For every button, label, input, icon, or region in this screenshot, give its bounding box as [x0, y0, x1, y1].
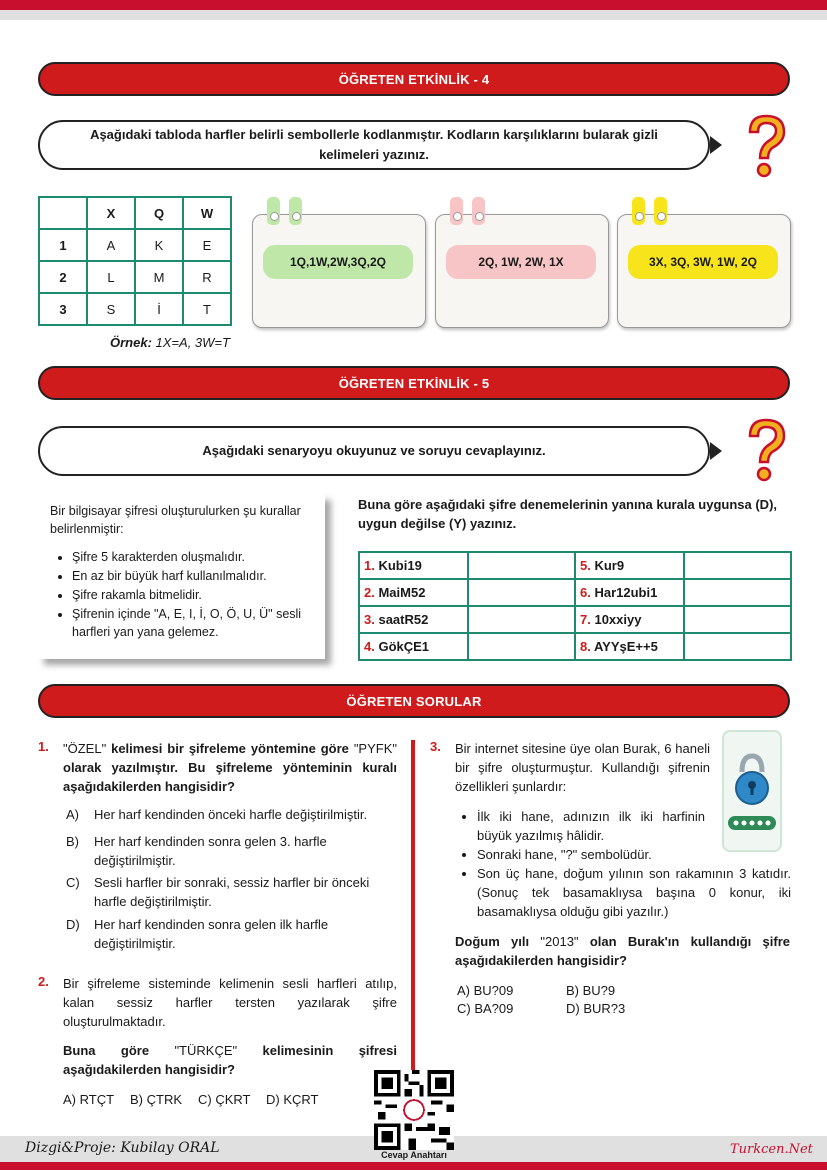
rules-list — [50, 548, 315, 641]
table-header-cell: Q — [135, 197, 183, 229]
qr-label: Cevap Anahtarı — [381, 1150, 447, 1160]
table-cell: İ — [135, 293, 183, 325]
table-cell: A — [87, 229, 135, 261]
table-cell: M — [135, 261, 183, 293]
list-item: • Son üç hane, doğum yılının son rakamının 3 katıdır. (Sonuç tek basamaklıysa başına 0 konur, iki basamaklıysa olduğu gibi yazılır.) — [477, 864, 791, 921]
table-header-cell: X — [87, 197, 135, 229]
q1-number: 1. — [38, 739, 49, 754]
answer-cell[interactable] — [468, 579, 575, 606]
q1-option-b[interactable]: Her harf kendinden sonra gelen 3. harfle değiştirilmiştir. — [94, 834, 327, 868]
q3-number: 3. — [430, 739, 441, 754]
top-grey-stripe — [0, 10, 827, 20]
table-cell: S — [87, 293, 135, 325]
table-row — [359, 579, 791, 606]
q2-option-a[interactable]: A) RTÇT — [63, 1092, 115, 1107]
code-card-3 — [617, 214, 791, 328]
q3-option-c[interactable]: C) BA?09 — [457, 1001, 514, 1016]
q1-option-d[interactable]: Her harf kendinden sonra gelen ilk harfle değiştirilmiştir. — [94, 917, 329, 951]
clip-icon — [472, 197, 485, 225]
q2-option-b[interactable]: B) ÇTRK — [130, 1092, 182, 1107]
q2-ask: Buna göre "TÜRKÇE" kelimesinin şifresi aşağıdakilerden hangisidir? — [63, 1043, 397, 1077]
q3-option-a[interactable]: A) BU?09 — [457, 983, 514, 998]
answer-cell[interactable] — [684, 552, 791, 579]
question-mark-icon — [742, 112, 790, 182]
trial-cell: 3. saatR52 — [359, 606, 468, 633]
code-table — [38, 196, 232, 326]
code-card-text: 1Q,1W,2W,3Q,2Q — [263, 245, 413, 279]
code-card-1 — [252, 214, 426, 328]
trial-cell: 4. GökÇE1 — [359, 633, 468, 660]
qr-code-icon[interactable] — [374, 1070, 454, 1150]
scenario-box — [38, 494, 325, 659]
example-note — [110, 335, 230, 350]
column-divider — [411, 740, 415, 1070]
footer-red-stripe — [0, 1162, 827, 1170]
table-row — [359, 552, 791, 579]
questions-title: ÖĞRETEN SORULAR — [38, 684, 790, 718]
table-row — [359, 633, 791, 660]
table-cell: R — [183, 261, 231, 293]
section-5-title: ÖĞRETEN ETKİNLİK - 5 — [38, 366, 790, 400]
question-mark-icon — [742, 416, 790, 486]
clip-icon — [632, 197, 645, 225]
q3-bullets — [477, 807, 791, 921]
scenario-intro: Bir bilgisayar şifresi oluşturulurken şu kurallar belirlenmiştir: — [50, 504, 301, 536]
list-item: • Şifre rakamla bitmelidir. — [72, 586, 315, 604]
top-red-stripe — [0, 0, 827, 10]
list-item: • Şifre 5 karakterden oluşmalıdır. — [72, 548, 315, 566]
answer-cell[interactable] — [684, 606, 791, 633]
list-item: • En az bir büyük harf kullanılmalıdır. — [72, 567, 315, 585]
answer-cell[interactable] — [468, 552, 575, 579]
list-item: • Şifrenin içinde "A, E, I, İ, O, Ö, U, Ü" sesli harfleri yan yana gelemez. — [72, 605, 315, 641]
q1-option-b-key[interactable]: B) — [66, 834, 79, 849]
q3-option-b[interactable]: B) BU?9 — [566, 983, 616, 998]
table-row-header: 3 — [39, 293, 87, 325]
q3-option-d[interactable]: D) BUR?3 — [566, 1001, 626, 1016]
table-cell: L — [87, 261, 135, 293]
q1-option-d-key[interactable]: D) — [66, 917, 80, 932]
table-cell: E — [183, 229, 231, 261]
trial-cell: 2. MaiM52 — [359, 579, 468, 606]
code-card-2 — [435, 214, 609, 328]
clip-icon — [450, 197, 463, 225]
table-cell: T — [183, 293, 231, 325]
list-item: • İlk iki hane, adınızın ilk iki harfinin büyük yazılmış hâlidir. — [477, 807, 791, 845]
table-row — [359, 606, 791, 633]
q2-stem: Bir şifreleme sisteminde kelimenin sesli harfleri atılıp, kalan sessiz harfler tersten yazılarak şifre oluşturulmaktadır. — [63, 976, 397, 1029]
trial-cell: 6. Har12ubi1 — [575, 579, 684, 606]
table-row — [39, 293, 231, 325]
table-row — [39, 261, 231, 293]
trial-cell: 8. AYYşE++5 — [575, 633, 684, 660]
table-row — [39, 229, 231, 261]
table-corner-cell — [39, 197, 87, 229]
q3-ask: Doğum yılı "2013" olan Burak'ın kullandığı şifre aşağıdakilerden hangisidir? — [455, 934, 790, 968]
table-row-header: 2 — [39, 261, 87, 293]
q1-stem: "ÖZEL" kelimesi bir şifreleme yöntemine göre "PYFK" olarak yazılmıştır. Bu şifreleme yönteminin kuralı aşağıdakilerden hangisidir? — [63, 741, 397, 794]
answer-cell[interactable] — [468, 633, 575, 660]
trial-cell: 1. Kubi19 — [359, 552, 468, 579]
trial-cell: 5. Kur9 — [575, 552, 684, 579]
example-text: 1X=A, 3W=T — [155, 335, 230, 350]
answer-cell[interactable] — [684, 633, 791, 660]
q3-stem: Bir internet sitesine üye olan Burak, 6 haneli bir şifre oluşturmuştur. Kullandığı şifrenin özellikleri şunlardır: — [455, 741, 710, 794]
trial-question: Buna göre aşağıdaki şifre denemelerinin yanına kurala uygunsa (D), uygun değilse (Y) yazınız. — [358, 497, 778, 531]
q2-number: 2. — [38, 974, 49, 989]
footer-credit: Dizgi&Proje: Kubilay ORAL — [25, 1140, 220, 1156]
example-label: Örnek: — [110, 335, 152, 350]
list-item: • Sonraki hane, "?" sembolüdür. — [477, 845, 791, 864]
table-header-cell: W — [183, 197, 231, 229]
section-4-prompt: Aşağıdaki tabloda harfler belirli sembollerle kodlanmıştır. Kodların karşılıklarını bularak gizli kelimeleri yazınız. — [38, 120, 710, 170]
q1-option-c[interactable]: Sesli harfler bir sonraki, sessiz harfler bir önceki harfle değiştirilmiştir. — [94, 875, 370, 909]
clip-icon — [267, 197, 280, 225]
table-row-header: 1 — [39, 229, 87, 261]
table-cell: K — [135, 229, 183, 261]
clip-icon — [654, 197, 667, 225]
clip-icon — [289, 197, 302, 225]
q1-option-a[interactable]: Her harf kendinden önceki harfle değiştirilmiştir. — [94, 807, 368, 822]
trial-cell: 7. 10xxiyy — [575, 606, 684, 633]
brand-logo: Turkcen.Net — [730, 1142, 813, 1157]
q1-option-c-key[interactable]: C) — [66, 875, 80, 890]
code-card-text: 3X, 3Q, 3W, 1W, 2Q — [628, 245, 778, 279]
section-4-title: ÖĞRETEN ETKİNLİK - 4 — [38, 62, 790, 96]
section-5-prompt: Aşağıdaki senaryoyu okuyunuz ve soruyu cevaplayınız. — [38, 426, 710, 476]
q2-option-c[interactable]: C) ÇKRT — [198, 1092, 251, 1107]
code-card-text: 2Q, 1W, 2W, 1X — [446, 245, 596, 279]
answer-cell[interactable] — [684, 579, 791, 606]
answer-cell[interactable] — [468, 606, 575, 633]
q2-option-d[interactable]: D) KÇRT — [266, 1092, 319, 1107]
trial-table — [358, 551, 792, 661]
q1-option-a-key[interactable]: A) — [66, 807, 79, 822]
